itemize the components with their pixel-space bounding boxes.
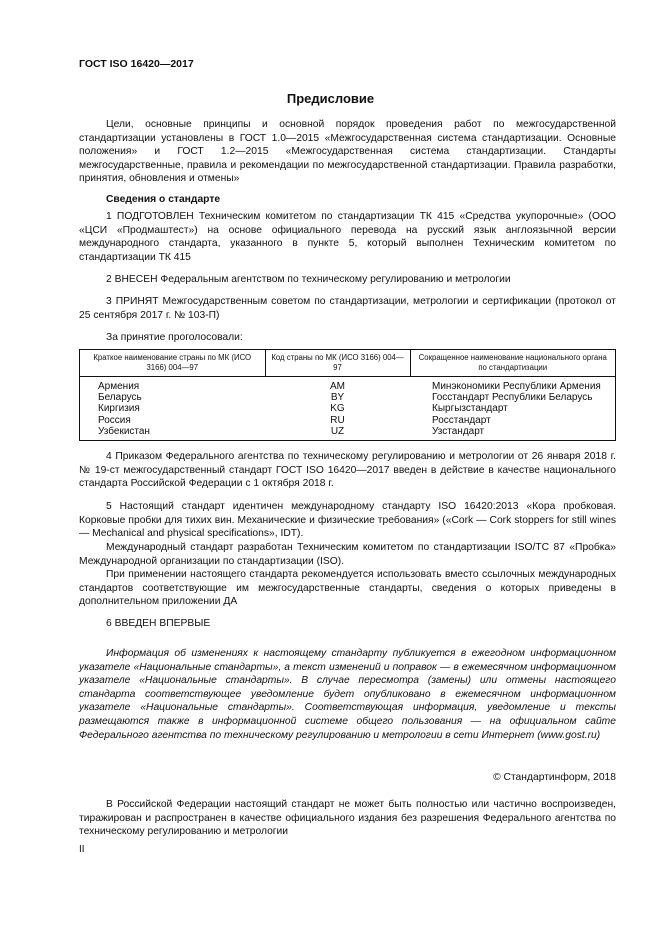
country-code: RU bbox=[330, 414, 345, 426]
table-row bbox=[80, 403, 616, 414]
country-name: Киргизия bbox=[98, 403, 140, 415]
country-code: UZ bbox=[330, 425, 345, 437]
country-name: Беларусь bbox=[98, 392, 142, 404]
table-row bbox=[80, 392, 616, 403]
item-5-paragraph: 5 Настоящий стандарт идентичен международному стандарту ISO 16420:2013 «Кора пробковая. Корковые пробки для тихих вин. Механические и физические требования» («Cork — Cork stoppers for still wines — Mechanical and physical specifications», IDT). bbox=[79, 501, 616, 540]
standards-body: Госстандарт Республики Беларусь bbox=[432, 392, 593, 404]
page-number: II bbox=[79, 844, 85, 855]
table-row bbox=[80, 415, 616, 426]
document-code: ГОСТ ISO 16420—2017 bbox=[79, 58, 194, 70]
copyright-line: © Стандартинформ, 2018 bbox=[493, 772, 616, 783]
table-row bbox=[80, 426, 616, 441]
item-6-paragraph: 6 ВВЕДЕН ВПЕРВЫЕ bbox=[106, 618, 211, 629]
item-3-paragraph: 3 ПРИНЯТ Межгосударственным советом по стандартизации, метрологии и сертификации (протокол от 25 сентября 2017 г. № 103-П) bbox=[79, 296, 616, 321]
page-title: Предисловие bbox=[286, 91, 375, 106]
column-header-country: Краткое наименование страны по МК (ИСО 3166) 004—97 bbox=[80, 350, 266, 377]
item-1-paragraph: 1 ПОДГОТОВЛЕН Техническим комитетом по стандартизации ТК 415 «Средства укупорочные» (ООО «ЦСИ «Продмаштест») на основе официального перевода на русский язык англоязычной версии международного стандарта, указанного в пункте 5, который выполнен Техническим комитетом по стандартизации ТК 415 bbox=[79, 211, 616, 263]
reproduction-notice: В Российской Федерации настоящий стандарт не может быть полностью или частично воспроизведен, тиражирован и распространен в качестве официального издания без разрешения Федерального агентства по техническому регулированию и метрологии bbox=[79, 799, 616, 838]
standards-body: Росстандарт bbox=[432, 414, 491, 426]
table-row bbox=[80, 377, 616, 393]
column-header-body: Сокращенное наименование национального органа по стандартизации bbox=[410, 350, 616, 377]
item-5-committee-paragraph: Международный стандарт разработан Техническим комитетом по стандартизации ISO/TC 87 «Пробка» Международной организации по стандартизации (ISO). bbox=[79, 542, 616, 567]
countries-table bbox=[79, 349, 616, 441]
country-code: AM bbox=[330, 381, 345, 392]
item-4-paragraph: 4 Приказом Федерального агентства по техническому регулированию и метрологии от 26 января 2018 г. № 19-ст межгосударственный стандарт ГОСТ ISO 16420—2017 введен в действие в качестве национального стандарта Российской Федерации с 1 октября 2018 г. bbox=[79, 451, 616, 490]
country-name: Армения bbox=[98, 381, 140, 392]
item-5-usage-paragraph: При применении настоящего стандарта рекомендуется использовать вместо ссылочных международных стандартов соответствующие им межгосударственные стандарты, сведения о которых приведены в дополнительном приложении ДА bbox=[79, 569, 616, 608]
column-header-code: Код страны по МК (ИСО 3166) 004—97 bbox=[265, 350, 410, 377]
section-heading: Сведения о стандарте bbox=[106, 194, 221, 205]
standards-body: Узстандарт bbox=[432, 425, 485, 437]
voted-label: За принятие проголосовали: bbox=[106, 332, 243, 343]
country-code: KG bbox=[330, 403, 345, 415]
country-name: Узбекистан bbox=[98, 425, 150, 437]
standards-body: Минэкономики Республики Армения bbox=[432, 381, 601, 392]
intro-paragraph: Цели, основные принципы и основной порядок проведения работ по межгосударственной стандартизации установлены в ГОСТ 1.0—2015 «Межгосударственная система стандартизации. Основные положения» и ГОСТ 1.2—2015 «Межгосударственная система стандартизации. Стандарты межгосударственные, правила и рекомендации по межгосударственной стандартизации. Правила разработки, принятия, обновления и отмены» bbox=[79, 119, 616, 185]
table-header-row bbox=[80, 350, 616, 377]
country-code: BY bbox=[330, 392, 345, 404]
changes-info-note: Информация об изменениях к настоящему стандарту публикуется в ежегодном информационном указателе «Национальные стандарты», а текст изменений и поправок — в ежемесячном информационном указателе «Национальные стандарты». В случае пересмотра (замены) или отмены настоящего стандарта соответствующее уведомление будет опубликовано в ежемесячном информационном указателе «Национальные стандарты». Соответствующая информация, уведомление и тексты размещаются также в информационной системе общего пользования — на официальном сайте Федерального агентства по техническому регулированию и метрологии в сети Интернет (www.gost.ru) bbox=[79, 648, 616, 741]
item-2-paragraph: 2 ВНЕСЕН Федеральным агентством по техническому регулированию и метрологии bbox=[106, 274, 511, 285]
standards-body: Кыргызстандарт bbox=[432, 403, 508, 415]
country-name: Россия bbox=[98, 414, 131, 426]
